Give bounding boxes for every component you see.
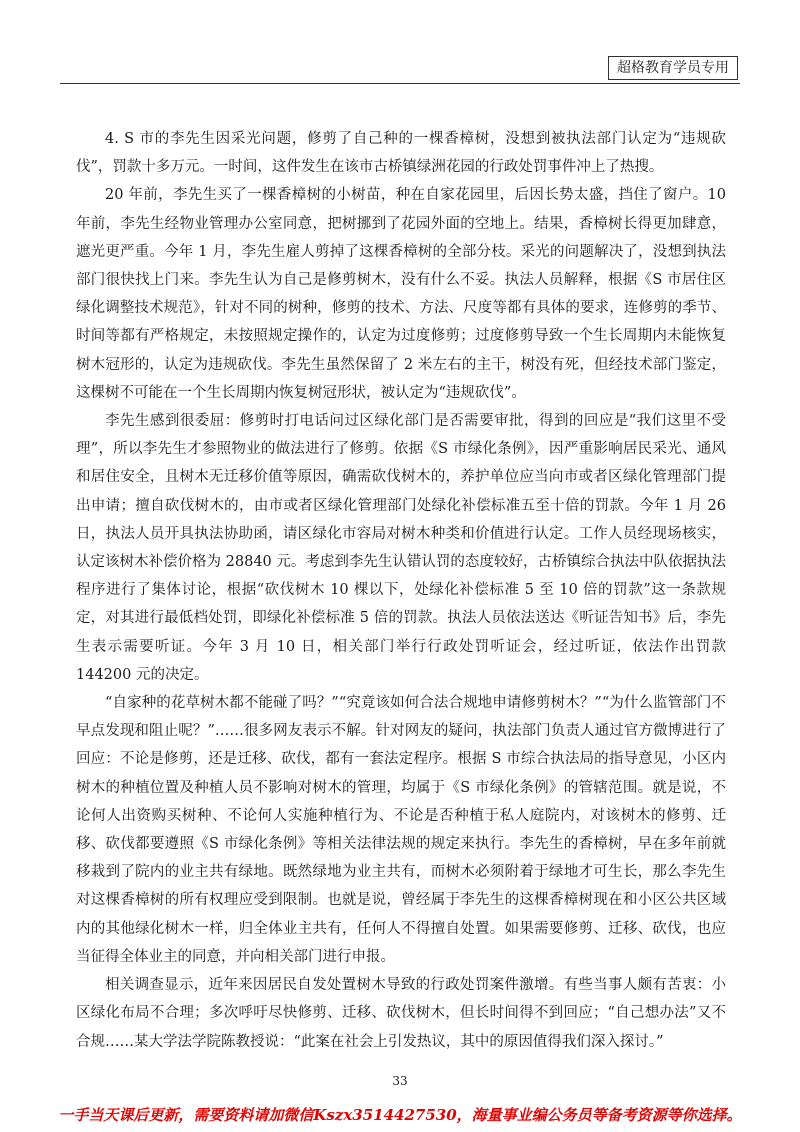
- header-label: 超格教育学员专用: [608, 56, 738, 80]
- paragraph-1: 4. S 市的李先生因采光问题，修剪了自己种的一棵香樟树，没想到被执法部门认定为“违规砍伐”，罚款十多万元。一时间，这件发生在该市古桥镇绿洲花园的行政处罚事件冲上了热搜。: [76, 131, 726, 176]
- paragraph-4: “自家种的花草树木都不能碰了吗？”“究竟该如何合法合规地申请修剪树木？”“为什么监管部门不早点发现和阻止呢？”……很多网友表示不解。针对网友的疑问，执法部门负责人通过官方微博进行了回应：不论是修剪，还是迁移、砍伐，都有一套法定程序。根据 S 市综合执法局的指导意见，小区内树木的种植位置及种植人员不影响对树木的管理，均属于《S 市绿化条例》的管辖范围。就是说，不论何人出资购买树种、不论何人实施种植行为、不论是否种植于私人庭院内，对该树木的修剪、迁移、砍伐都要遵照《S 市绿化条例》等相关法律法规的规定来执行。李先生的香樟树，早在多年前就移栽到了院内的业主共有绿地。既然绿地为业主共有，而树木必须附着于绿地才可生长，那么李先生对这棵香樟树的所有权理应受到限制。也就是说，曾经属于李先生的这棵香樟树现在和小区公共区域内的其他绿化树木一样，归全体业主共有，任何人不得擅自处置。如果需要修剪、迁移、砍伐，也应当征得全体业主的同意，并向相关部门进行申报。: [76, 695, 726, 965]
- paragraph-2: 20 年前，李先生买了一棵香樟树的小树苗，种在自家花园里，后因长势太盛，挡住了窗户。10 年前，李先生经物业管理办公室同意，把树挪到了花园外面的空地上。结果，香樟树长得更加肆意，遮光更严重。今年 1 月，李先生雇人剪掉了这棵香樟树的全部分枝。采光的问题解决了，没想到执法部门很快找上门来。李先生认为自己是修剪树木，没有什么不妥。执法人员解释，根据《S 市居住区绿化调整技术规范》，针对不同的树种，修剪的技术、方法、尺度等都有具体的要求，连修剪的季节、时间等都有严格规定，未按照规定操作的，认定为过度修剪；过度修剪导致一个生长周期内未能恢复树木冠形的，认定为违规砍伐。李先生虽然保留了 2 米左右的主干，树没有死，但经技术部门鉴定，这棵树不可能在一个生长周期内恢复树冠形状，被认定为“违规砍伐”。: [76, 187, 726, 401]
- paragraph-3: 李先生感到很委屈：修剪时打电话问过区绿化部门是否需要审批，得到的回应是“我们这里不受理”，所以李先生才参照物业的做法进行了修剪。依据《S 市绿化条例》，因严重影响居民采光、通风和居住安全，且树木无迁移价值等原因，确需砍伐树木的，养护单位应当向市或者区绿化管理部门提出申请；擅自砍伐树木的，由市或者区绿化管理部门处绿化补偿标准五至十倍的罚款。今年 1 月 26 日，执法人员开具执法协助函，请区绿化市容局对树木种类和价值进行认定。工作人员经现场核实，认定该树木补偿价格为 28840 元。考虑到李先生认错认罚的态度较好，古桥镇综合执法中队依据执法程序进行了集体讨论，根据“砍伐树木 10 棵以下，处绿化补偿标准 5 至 10 倍的罚款”这一条款规定，对其进行最低档处罚，即绿化补偿标准 5 倍的罚款。执法人员依法送达《听证告知书》后，李先生表示需要听证。今年 3 月 10 日，相关部门举行行政处罚听证会，经过听证，依法作出罚款 144200 元的决定。: [76, 413, 726, 683]
- article-body: [76, 125, 726, 1056]
- footer-promo-note: 一手当天课后更新，需要资料请加微信Kszx3514427530，海量事业编公务员等备考资源等你选择。: [58, 1106, 742, 1124]
- paragraph-5: 相关调查显示，近年来因居民自发处置树木导致的行政处罚案件激增。有些当事人颇有苦衷：小区绿化布局不合理；多次呼吁尽快修剪、迁移、砍伐树木，但长时间得不到回应；“自己想办法”又不合规……某大学法学院陈教授说：“此案在社会上引发热议，其中的原因值得我们深入探讨。”: [76, 977, 726, 1050]
- header-rule: [60, 83, 740, 84]
- page-number: 33: [392, 1074, 408, 1088]
